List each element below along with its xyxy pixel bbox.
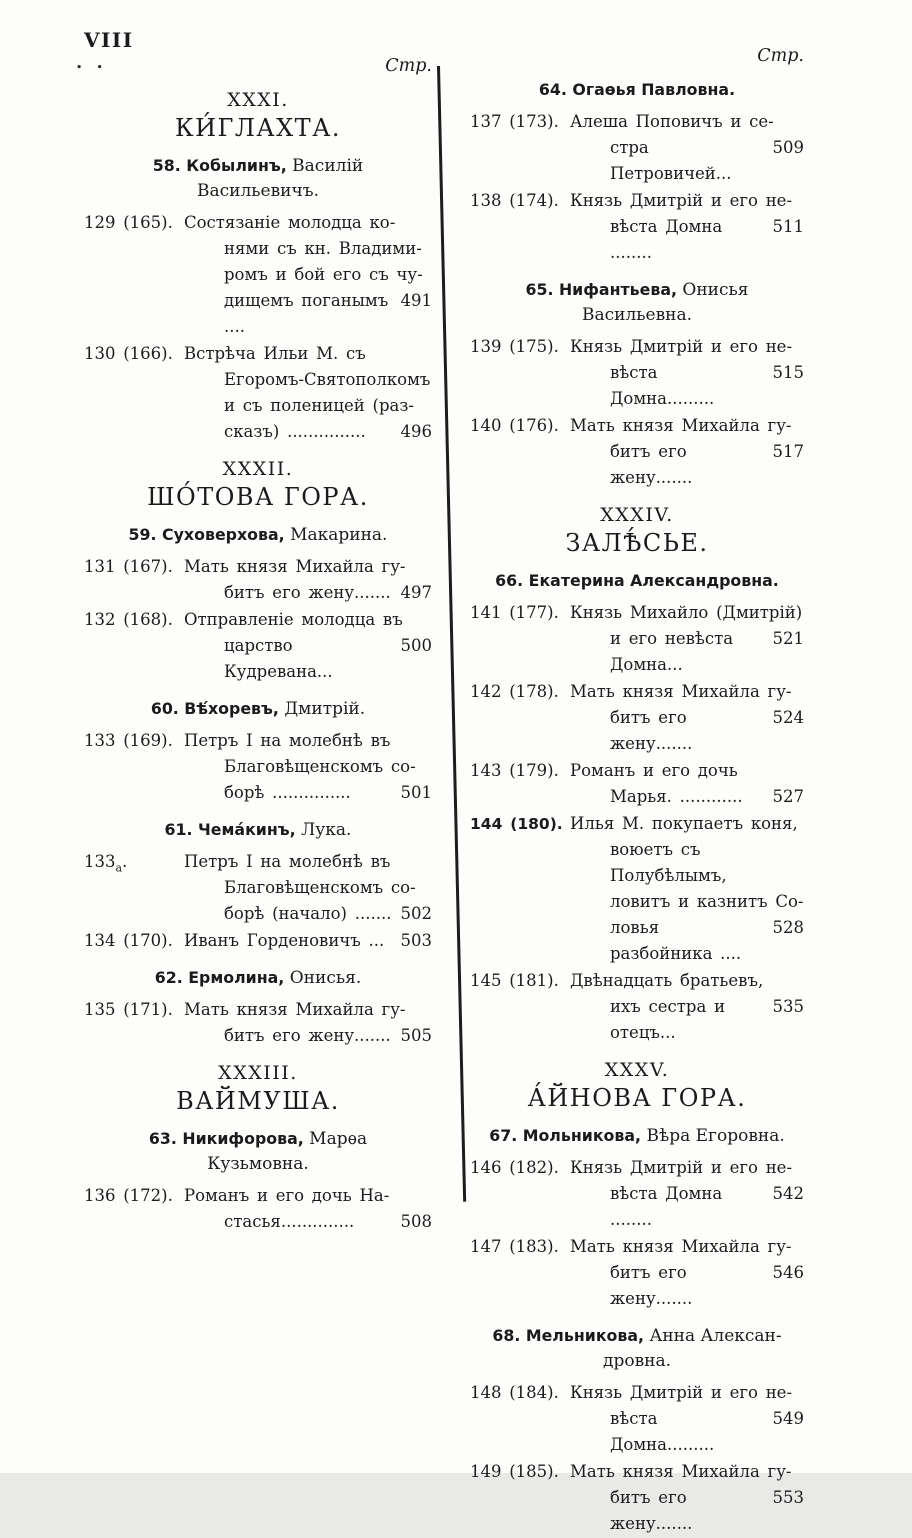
entry-text-line: битъ его жену....... (224, 1026, 391, 1045)
entry-text-line: борѣ ............... (224, 783, 351, 802)
entry-text-line: царство Кудревана... (224, 636, 333, 681)
entry-page-number: 521 (772, 629, 804, 648)
entry-number: 148 (184). (470, 1383, 559, 1402)
entry-page-number: 500 (400, 636, 432, 655)
entry-text-line: Князь Михайло (Дмитрій) (570, 603, 803, 622)
entry-number: 130 (166). (84, 344, 173, 363)
entry-text (570, 968, 804, 1046)
toc-entry (470, 968, 804, 1046)
entry-text-line: Князь Дмитрій и его не- (570, 191, 793, 210)
performer-name-bold: 60. Вѣ́хоревъ, (150, 699, 279, 718)
entry-text-line: Егоромъ-Святополкомъ (224, 370, 431, 389)
performer-name-bold: 62. Ермолина, (154, 968, 285, 987)
entry-text-line: Князь Дмитрій и его не- (570, 1383, 793, 1402)
entry-number: 129 (165). (84, 213, 173, 232)
right-column-body (470, 77, 804, 1537)
entry-last-line (610, 439, 804, 491)
entry-text (570, 1380, 804, 1458)
entry-number: 137 (173). (470, 112, 559, 131)
toc-entry (470, 188, 804, 266)
entry-page-number: 517 (772, 442, 804, 461)
entry-page-number: 528 (772, 918, 804, 937)
entry-number: $133_a$. (84, 852, 128, 875)
entry-text-line: битъ его жену....... (610, 442, 693, 487)
performer-name-line (470, 568, 804, 594)
entry-number: 136 (172). (84, 1186, 173, 1205)
entry-number: 131 (167). (84, 557, 173, 576)
toc-entry (84, 554, 432, 606)
entry-text-line: Илья М. покупаетъ коня, (570, 814, 798, 833)
entry-page-number: 542 (772, 1184, 804, 1203)
performer-name-line (84, 153, 432, 179)
entry-text-line: битъ его жену....... (224, 583, 391, 602)
entry-text-line: битъ его жену....... (610, 1488, 693, 1533)
left-column (84, 56, 432, 1236)
entry-text-line: и съ поленицей (раз- (224, 396, 414, 415)
performer-name-bold: 61. Чема́кинъ, (164, 820, 296, 839)
entry-last-line (224, 419, 432, 445)
performer-name-rest: дровна. (602, 1351, 672, 1371)
performer-name-bold: 58. Кобылинъ, (152, 156, 287, 175)
performer-name-rest: Кузьмовна. (207, 1154, 309, 1174)
toc-entry (84, 728, 432, 806)
entry-page-number: 497 (400, 583, 432, 602)
toc-entry (84, 607, 432, 685)
performer-name-line (84, 1152, 432, 1177)
entry-text-line: нями съ кн. Владими- (224, 239, 422, 258)
performer-name-line (84, 179, 432, 204)
entry-text (570, 413, 804, 491)
performer-name-rest: Васильевичъ. (197, 181, 319, 201)
performer-name-line (84, 696, 432, 722)
stray-marks: . . (76, 52, 107, 73)
entry-text-line: Встрѣча Ильи М. съ (184, 344, 366, 363)
entry-page-number: 505 (400, 1026, 432, 1045)
place-name-heading: ВАЙМУША. (176, 1087, 340, 1115)
entry-page-number: 501 (400, 783, 432, 802)
performer-name-line (84, 817, 432, 843)
place-name-heading: ЗАЛѢ́СЬЕ. (565, 529, 709, 557)
entry-text-line: Мать князя Михайла гу- (184, 557, 406, 576)
performer-heading (470, 1123, 804, 1149)
place-name-heading: А́ЙНОВА ГОРА. (527, 1084, 747, 1112)
entry-text-line: Отправленіе молодца въ (184, 610, 403, 629)
entry-text-line: Иванъ Горденовичъ ... (184, 931, 385, 950)
performer-heading (84, 817, 432, 843)
toc-entry (470, 1234, 804, 1312)
entry-last-line (224, 1209, 432, 1235)
entry-number: 133 (169). (84, 731, 173, 750)
entry-text-line: Состязаніе молодца ко- (184, 213, 396, 232)
entry-number: 141 (177). (470, 603, 559, 622)
toc-entry (470, 109, 804, 187)
entry-number: 142 (178). (470, 682, 559, 701)
performer-name-bold: 67. Мольникова, (489, 1126, 642, 1145)
entry-text-line: битъ его жену....... (610, 708, 693, 753)
performer-name-bold: 66. Екатерина Александровна. (495, 571, 779, 590)
entry-number: 140 (176). (470, 416, 559, 435)
performer-heading (470, 1323, 804, 1374)
entry-text-line: вѣста Домна......... (610, 363, 715, 408)
entry-page-number: 553 (772, 1488, 804, 1507)
performer-name-line (470, 1123, 804, 1149)
entry-page-number: 509 (772, 138, 804, 157)
entry-text (570, 109, 804, 187)
performer-name-line (470, 1323, 804, 1349)
entry-text (570, 1459, 804, 1537)
entry-text-line: битъ его жену....... (610, 1263, 693, 1308)
performer-heading (470, 77, 804, 103)
entry-text (184, 728, 432, 806)
entry-last-line (224, 780, 432, 806)
entry-page-number: 508 (400, 1212, 432, 1231)
entry-last-line (610, 1406, 804, 1458)
entry-page-number: 502 (400, 904, 432, 923)
entry-last-line (610, 1260, 804, 1312)
entry-text-line: ловья разбойника .... (610, 918, 742, 963)
performer-heading (84, 522, 432, 548)
entry-last-line (224, 580, 432, 606)
toc-entry (470, 1380, 804, 1458)
entry-last-line (224, 288, 432, 340)
entry-number: 134 (170). (84, 931, 173, 950)
entry-text (184, 554, 432, 606)
entry-text (184, 1183, 432, 1235)
performer-name-line (470, 77, 804, 103)
place-name-heading: ШО́ТОВА ГОРА. (147, 483, 369, 511)
entry-text (184, 849, 432, 927)
entry-text-line: Мать князя Михайла гу- (570, 416, 792, 435)
performer-name-rest: Макарина. (284, 525, 388, 545)
entry-number: 144 (180). (470, 815, 563, 833)
entry-number: 138 (174). (470, 191, 559, 210)
entry-last-line (610, 1485, 804, 1537)
toc-entry (84, 210, 432, 340)
entry-text-line: Мать князя Михайла гу- (570, 1462, 792, 1481)
entry-text (184, 928, 432, 954)
performer-heading (84, 965, 432, 991)
folio-number: VIII (84, 28, 134, 52)
entry-page-number: 515 (772, 363, 804, 382)
entry-last-line (184, 928, 432, 954)
toc-entry (84, 928, 432, 954)
entry-text-line: вѣста Домна......... (610, 1409, 715, 1454)
entry-text-line: борѣ (начало) ....... (224, 904, 392, 923)
entry-number: 139 (175). (470, 337, 559, 356)
entry-last-line (610, 214, 804, 266)
chapter-number-heading: XXXIII. (218, 1062, 298, 1084)
entry-page-number: 546 (772, 1263, 804, 1282)
entry-text-line: Благовѣщенскомъ со- (224, 878, 416, 897)
right-page-column-label: Стр. (757, 46, 804, 66)
entry-text-line: ихъ сестра и отецъ... (610, 997, 726, 1042)
entry-text (570, 758, 804, 810)
performer-name-bold: 65. Нифантьева, (525, 280, 678, 299)
toc-entry (470, 1459, 804, 1537)
entry-text (570, 679, 804, 757)
entry-text-line: Князь Дмитрій и его не- (570, 1158, 793, 1177)
entry-text (184, 997, 432, 1049)
entry-text-line: Мать князя Михайла гу- (570, 1237, 792, 1256)
entry-text-line: ромъ и бой его съ чу- (224, 265, 423, 284)
entry-page-number: 524 (772, 708, 804, 727)
entry-number: 149 (185). (470, 1462, 559, 1481)
chapter-number-heading: XXXI. (227, 89, 289, 111)
entry-text-line: Мать князя Михайла гу- (184, 1000, 406, 1019)
performer-name-rest: Онисья. (284, 968, 362, 988)
performer-name-line (84, 1126, 432, 1152)
entry-page-number: 535 (772, 997, 804, 1016)
performer-heading (470, 568, 804, 594)
entry-text (570, 811, 804, 967)
entry-last-line (610, 705, 804, 757)
entry-number: 135 (171). (84, 1000, 173, 1019)
entry-text-line: Петръ I на молебнѣ въ (184, 852, 391, 871)
entry-text-line: Благовѣщенскомъ со- (224, 757, 416, 776)
performer-name-rest: Васильевна. (581, 305, 693, 325)
entry-text-line: Мать князя Михайла гу- (570, 682, 792, 701)
entry-text-line: Романъ и его дочь На- (184, 1186, 390, 1205)
toc-entry (470, 413, 804, 491)
performer-name-line (84, 965, 432, 991)
entry-text (570, 188, 804, 266)
performer-name-rest: Дмитрій. (278, 699, 366, 719)
entry-page-number: 491 (400, 291, 432, 310)
entry-text-line: Петръ I на молебнѣ въ (184, 731, 391, 750)
entry-text-line: стра Петровичей... (610, 138, 732, 183)
entry-text (570, 1155, 804, 1233)
performer-name-line (470, 303, 804, 328)
performer-name-rest: Онисья (677, 280, 749, 300)
toc-entry (470, 758, 804, 810)
toc-entry (470, 811, 804, 967)
entry-number: 146 (182). (470, 1158, 559, 1177)
entry-last-line (610, 360, 804, 412)
entry-text-line: дищемъ поганымъ .... (224, 291, 389, 336)
right-column (470, 46, 804, 1538)
performer-name-bold: 68. Мельникова, (492, 1326, 645, 1345)
entry-text-line: стасья.............. (224, 1212, 355, 1231)
performer-heading (84, 1126, 432, 1177)
performer-name-line (84, 522, 432, 548)
toc-entry (84, 1183, 432, 1235)
performer-name-rest: Вѣра Егоровна. (641, 1126, 785, 1146)
chapter-number-heading: XXXII. (222, 458, 294, 480)
toc-entry (470, 1155, 804, 1233)
entry-text-line: и его невѣста Домна... (610, 629, 734, 674)
toc-entry (84, 341, 432, 445)
entry-last-line (224, 901, 432, 927)
toc-entry (470, 679, 804, 757)
entry-page-number: 503 (400, 931, 432, 950)
entry-last-line (224, 633, 432, 685)
entry-number: 143 (179). (470, 761, 559, 780)
toc-entry (84, 997, 432, 1049)
column-divider-rule (437, 66, 466, 1202)
performer-name-line (470, 1349, 804, 1374)
performer-heading (84, 153, 432, 204)
entry-text-line: Алеша Поповичъ и се- (570, 112, 774, 131)
entry-text (570, 1234, 804, 1312)
entry-last-line (610, 626, 804, 678)
entry-text-line: вѣста Домна ........ (610, 217, 723, 262)
entry-last-line (610, 1181, 804, 1233)
performer-name-bold: 64. Огаѳья Павловна. (538, 80, 736, 99)
entry-last-line (610, 784, 804, 810)
entry-number: 147 (183). (470, 1237, 559, 1256)
entry-text (570, 600, 804, 678)
entry-last-line (610, 994, 804, 1046)
performer-heading (84, 696, 432, 722)
entry-page-number: 549 (772, 1409, 804, 1428)
performer-name-rest: Лука. (295, 820, 352, 840)
entry-text (184, 341, 432, 445)
entry-text-line: Князь Дмитрій и его не- (570, 337, 793, 356)
performer-heading (470, 277, 804, 328)
performer-name-rest: Марѳа (303, 1129, 368, 1149)
entry-number: 132 (168). (84, 610, 173, 629)
entry-text-line: вѣста Домна ........ (610, 1184, 723, 1229)
entry-text-line: воюетъ съ Полубѣлымъ, (610, 840, 727, 885)
toc-entry (470, 334, 804, 412)
place-name-heading: КИ́ГЛАХТА. (175, 114, 341, 142)
entry-text-line: Романъ и его дочь (570, 761, 738, 780)
performer-name-rest: Анна Алексан- (644, 1326, 782, 1346)
entry-text-line: Двѣнадцать братьевъ, (570, 971, 764, 990)
entry-text (184, 607, 432, 685)
entry-last-line (224, 1023, 432, 1049)
performer-name-bold: 63. Никифорова, (148, 1129, 304, 1148)
entry-number: 145 (181). (470, 971, 559, 990)
entry-last-line (610, 915, 804, 967)
performer-name-bold: 59. Суховерхова, (128, 525, 285, 544)
left-page-column-label: Стр. (385, 56, 432, 76)
entry-text-line: сказъ) ............... (224, 422, 366, 441)
entry-text (184, 210, 432, 340)
performer-name-rest: Василій (286, 156, 364, 176)
entry-text-line: ловитъ и казнитъ Со- (610, 892, 804, 911)
toc-entry (470, 600, 804, 678)
chapter-number-heading: XXXV. (604, 1059, 670, 1081)
entry-text (570, 334, 804, 412)
entry-page-number: 511 (772, 217, 804, 236)
entry-text-line: Марья. ............ (610, 787, 743, 806)
toc-entry (84, 849, 432, 927)
entry-last-line (610, 135, 804, 187)
entry-page-number: 496 (400, 422, 432, 441)
left-column-body (84, 89, 432, 1235)
performer-name-line (470, 277, 804, 303)
chapter-number-heading: XXXIV. (600, 504, 674, 526)
entry-page-number: 527 (772, 787, 804, 806)
